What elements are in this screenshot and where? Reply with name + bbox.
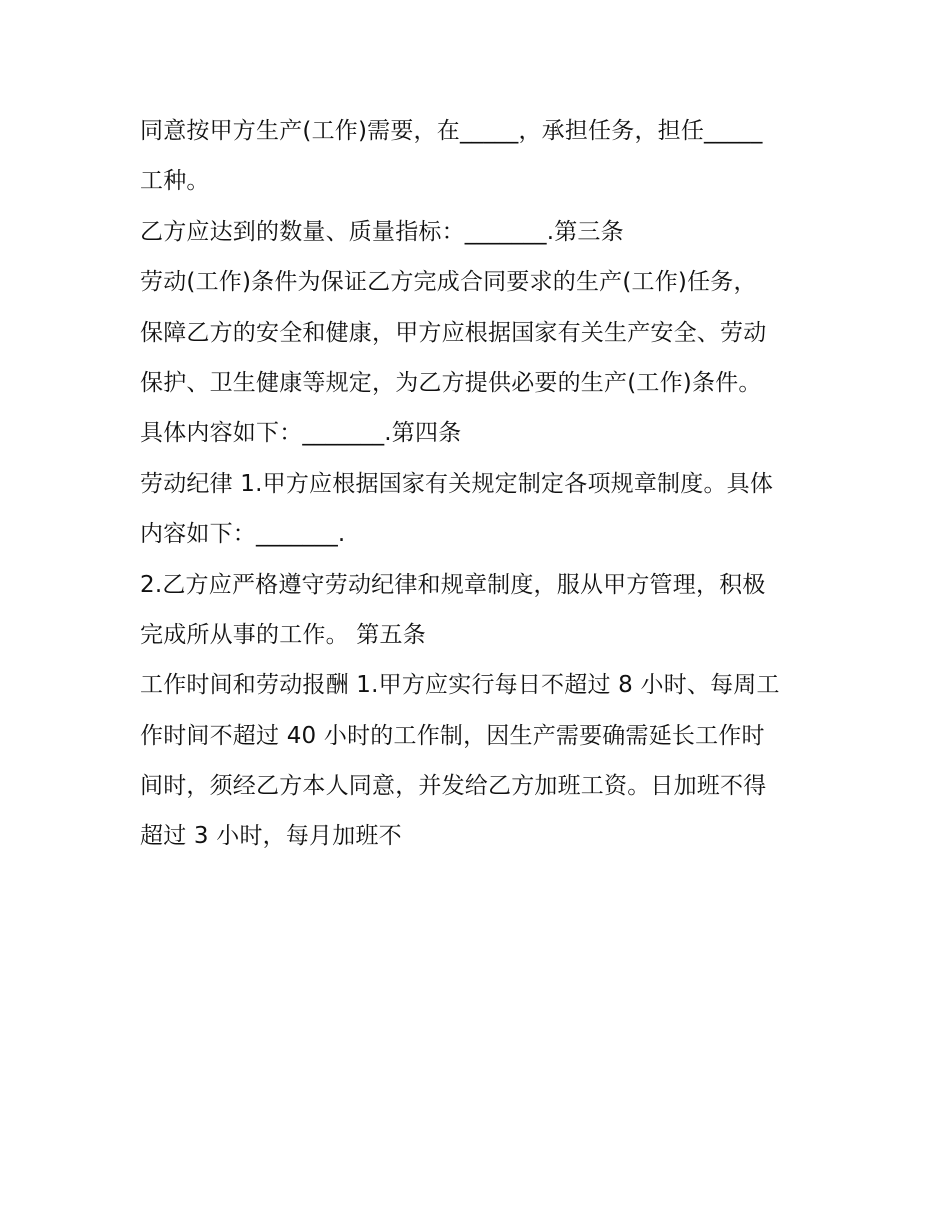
text-line: 完成所从事的工作。 第五条 xyxy=(140,621,426,648)
text-line: 劳动纪律 1.甲方应根据国家有关规定制定各项规章制度。具体 xyxy=(140,470,774,497)
text-line: 工作时间和劳动报酬 1.甲方应实行每日不超过 8 小时、每周工 xyxy=(140,672,780,699)
text-line: 间时，须经乙方本人同意，并发给乙方加班工资。日加班不得 xyxy=(140,773,767,800)
text-line: 超过 3 小时，每月加班不 xyxy=(140,823,402,850)
text-line: 2.乙方应严格遵守劳动纪律和规章制度，服从甲方管理，积极 xyxy=(140,571,766,598)
text-line: 同意按甲方生产(工作)需要，在_____，承担任务，担任_____ xyxy=(140,118,763,144)
text-line: 具体内容如下：_______.第四条 xyxy=(140,420,462,447)
text-line: 劳动(工作)条件为保证乙方完成合同要求的生产(工作)任务， xyxy=(140,269,757,296)
text-line: 工种。 xyxy=(140,168,210,195)
text-line: 保护、卫生健康等规定，为乙方提供必要的生产(工作)条件。 xyxy=(140,369,762,396)
document-body xyxy=(140,106,820,862)
text-line: 内容如下：_______. xyxy=(140,521,346,548)
text-line: 作时间不超过 40 小时的工作制，因生产需要确需延长工作时 xyxy=(140,722,765,749)
text-line: 保障乙方的安全和健康，甲方应根据国家有关生产安全、劳动 xyxy=(140,319,767,346)
text-line: 乙方应达到的数量、质量指标：_______.第三条 xyxy=(140,218,624,245)
